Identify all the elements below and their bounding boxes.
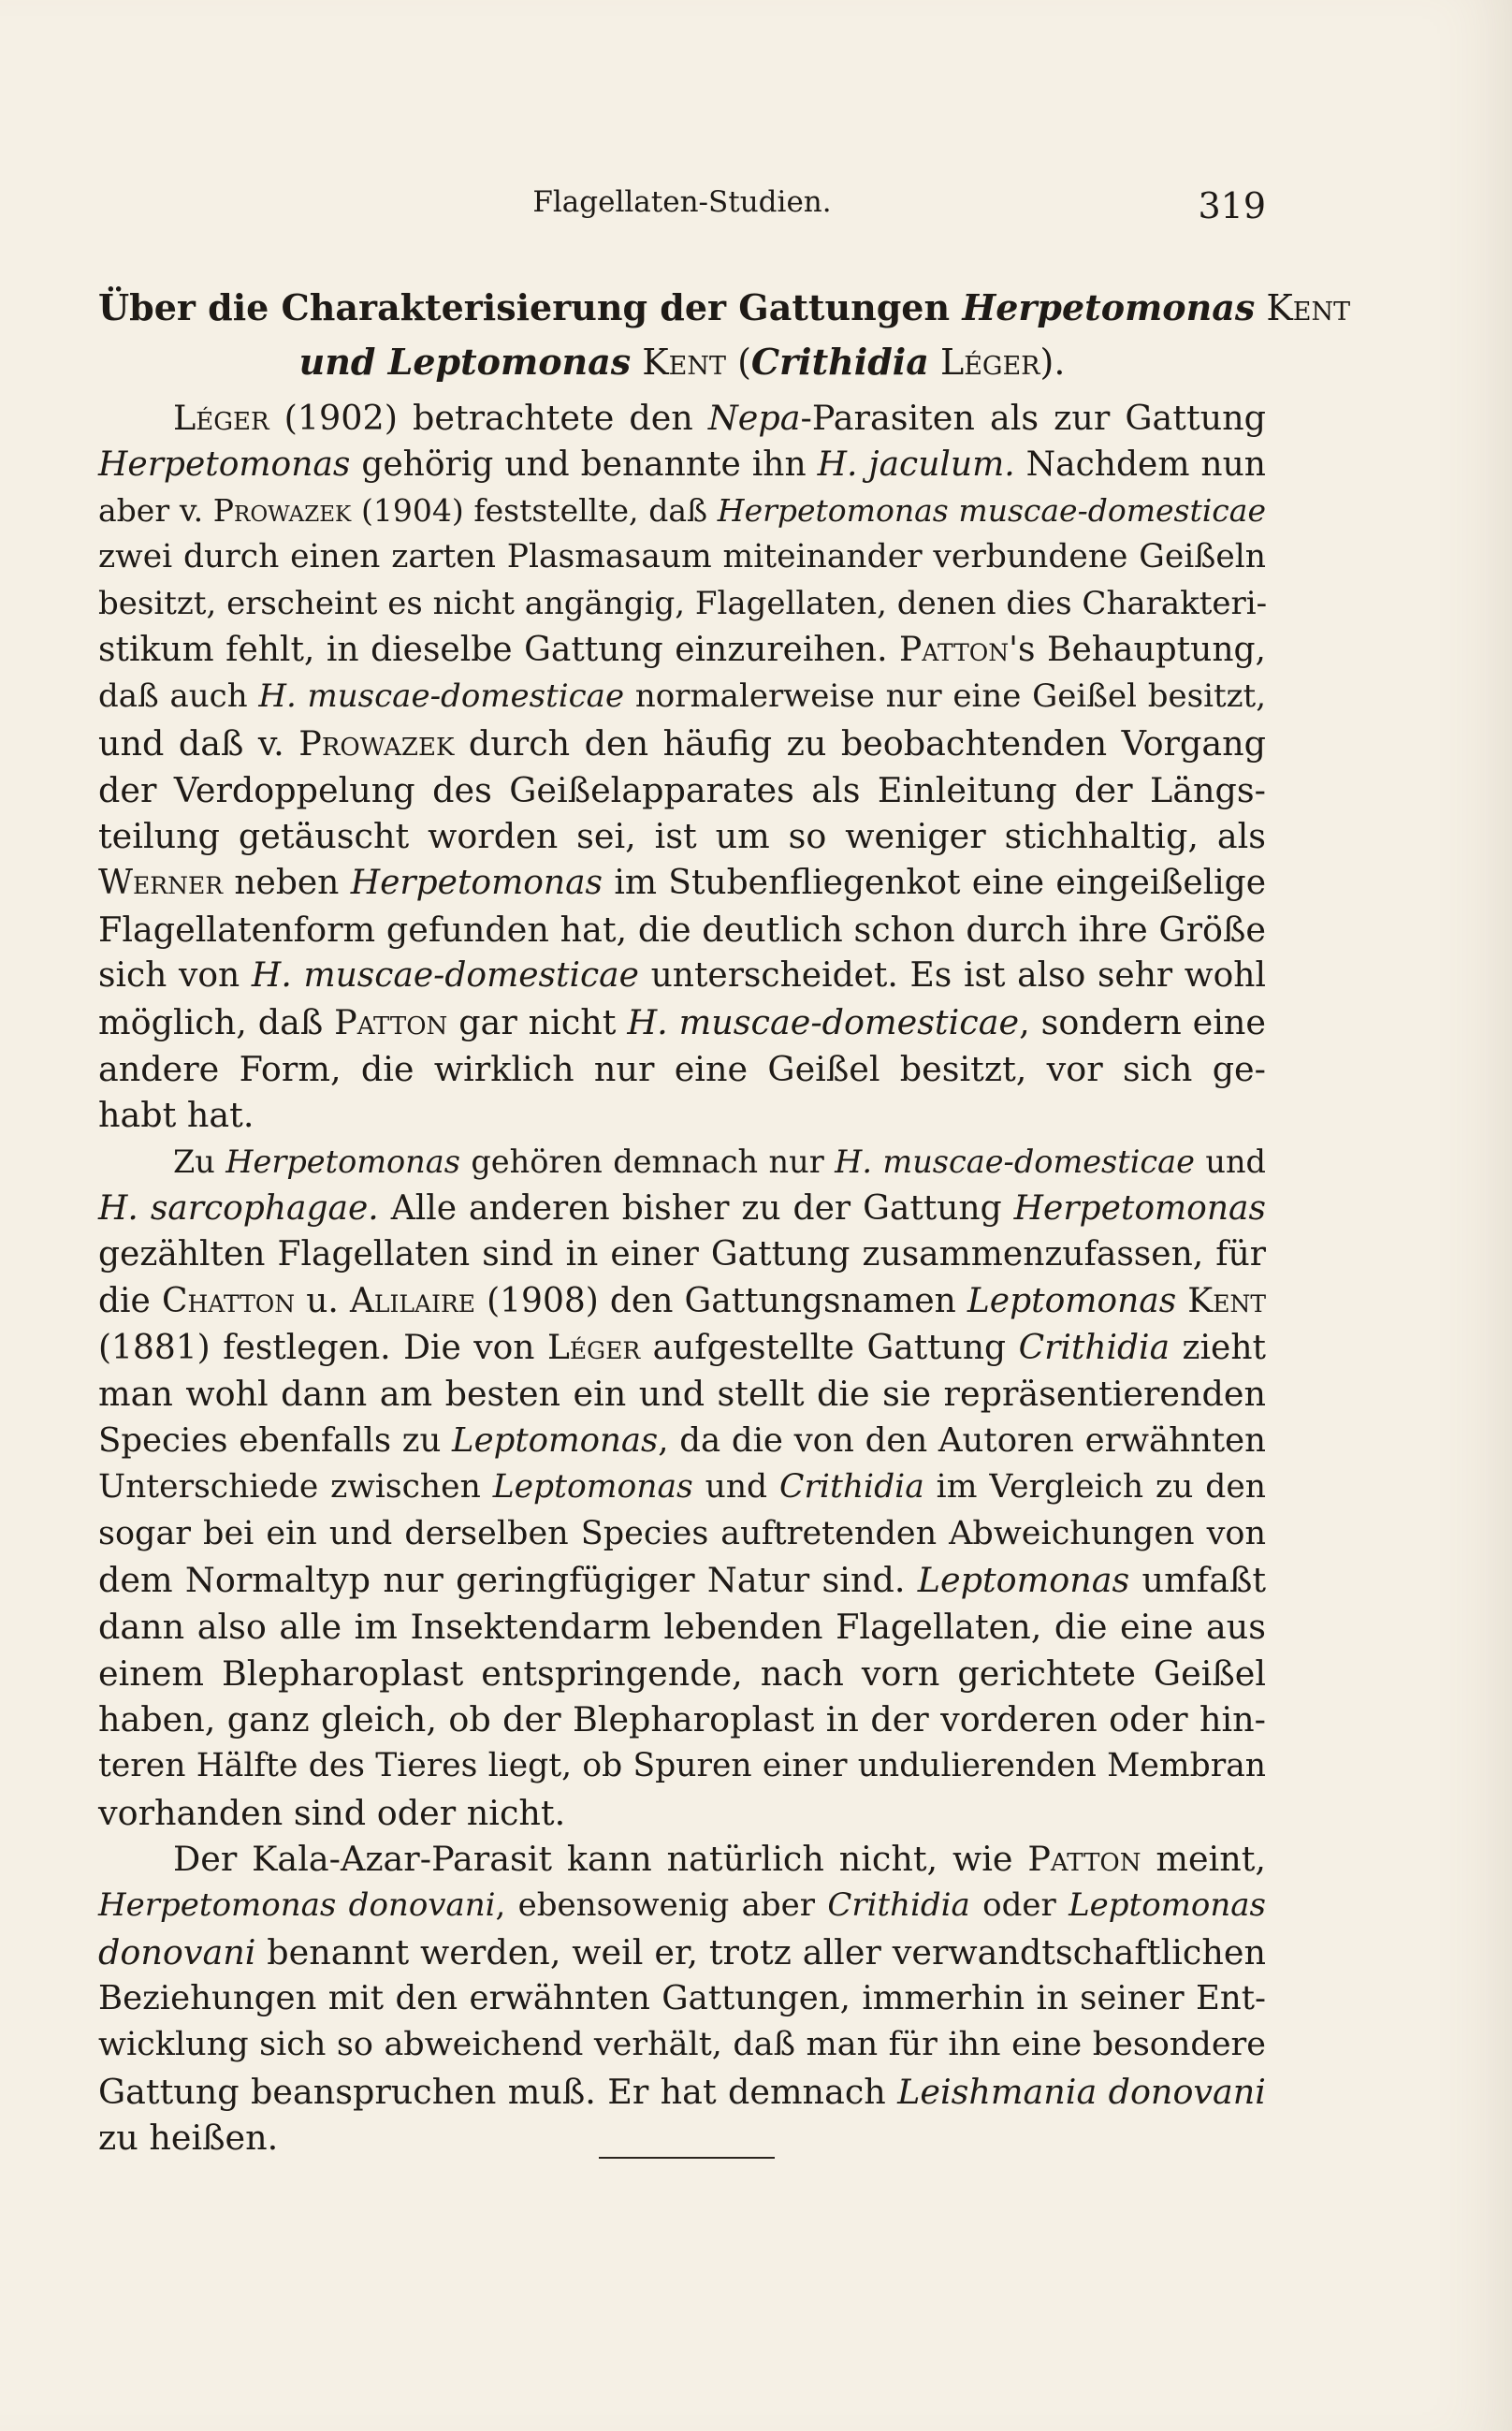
text-line: donovani benannt werden, weil er, trotz aller verwandtschaftlichen bbox=[98, 1931, 1266, 1972]
text-line: sogar bei ein und derselben Species auftretenden Abweichungen von bbox=[98, 1514, 1266, 1552]
text-line: haben, ganz gleich, ob der Blepharoplast in der vorderen oder hin- bbox=[98, 1699, 1266, 1740]
text-line: teren Hälfte des Tieres liegt, ob Spuren einer undulierenden Membran bbox=[98, 1746, 1266, 1784]
heading-line-2: und Leptomonas Kent (Crithidia Léger). bbox=[298, 341, 1066, 383]
text-line: Léger (1902) betrachtete den Nepa-Parasiten als zur Gattung bbox=[173, 398, 1266, 438]
text-line: besitzt, erscheint es nicht angängig, Flagellaten, denen dies Charakteri- bbox=[98, 584, 1268, 622]
text-line: zu heißen. bbox=[98, 2118, 279, 2159]
text-line: man wohl dann am besten ein und stellt die sie repräsentierenden bbox=[98, 1374, 1266, 1415]
text-line: Beziehungen mit den erwähnten Gattungen, immerhin in seiner Ent- bbox=[98, 1979, 1266, 2018]
text-line: dann also alle im Insektendarm lebenden Flagellaten, die eine aus bbox=[98, 1606, 1266, 1647]
text-line: Gattung beanspruchen muß. Er hat demnach Leishmania donovani bbox=[98, 2071, 1266, 2112]
text-line: aber v. Prowazek (1904) feststellte, daß Herpetomonas muscae-domesticae bbox=[98, 492, 1266, 530]
text-line: möglich, daß Patton gar nicht H. muscae-domesticae, sondern eine bbox=[98, 1001, 1266, 1042]
text-line: der Verdoppelung des Geißelapparates als Einleitung der Längs- bbox=[98, 769, 1266, 810]
text-line: daß auch H. muscae-domesticae normalerweise nur eine Geißel besitzt, bbox=[98, 677, 1267, 716]
text-line: sich von H. muscae-domesticae unterscheidet. Es ist also sehr wohl bbox=[98, 956, 1266, 996]
text-line: andere Form, die wirklich nur eine Geißel besitzt, vor sich ge- bbox=[98, 1048, 1266, 1089]
text-line: Der Kala-Azar-Parasit kann natürlich nicht, wie Patton meint, bbox=[173, 1839, 1266, 1880]
text-line: und daß v. Prowazek durch den häufig zu beobachtenden Vorgang bbox=[98, 722, 1267, 764]
text-line: dem Normaltyp nur geringfügiger Natur sind. Leptomonas umfaßt bbox=[98, 1560, 1266, 1601]
section-heading bbox=[98, 281, 1351, 389]
text-line: gezählten Flagellaten sind in einer Gattung zusammenzufassen, für bbox=[98, 1235, 1266, 1274]
text-line: teilung getäuscht worden sei, ist um so weniger stichhaltig, als bbox=[98, 816, 1266, 857]
body-text bbox=[98, 395, 1266, 2162]
text-line: habt hat. bbox=[98, 1095, 254, 1136]
text-line: wicklung sich so abweichend verhält, daß man für ihn eine besondere bbox=[98, 2026, 1266, 2064]
text-line: zwei durch einen zarten Plasmasaum miteinander verbundene Geißeln bbox=[98, 538, 1266, 576]
text-line: Herpetomonas donovani, ebensowenig aber Crithidia oder Leptomonas bbox=[98, 1886, 1266, 1924]
text-line: Species ebenfalls zu Leptomonas, da die von den Autoren erwähnten bbox=[98, 1421, 1266, 1461]
text-line: Zu Herpetomonas gehören demnach nur H. muscae-domesticae und bbox=[173, 1143, 1267, 1180]
text-line: vorhanden sind oder nicht. bbox=[98, 1792, 566, 1833]
page-number: 319 bbox=[1198, 185, 1266, 226]
text-line: Flagellatenform gefunden hat, die deutlich schon durch ihre Größe bbox=[98, 909, 1266, 950]
running-title: Flagellaten-Studien. bbox=[532, 185, 832, 219]
closing-rule bbox=[599, 2157, 775, 2159]
text-line: H. sarcophagae. Alle anderen bisher zu der Gattung Herpetomonas bbox=[98, 1188, 1266, 1228]
text-line: Herpetomonas gehörig und benannte ihn H. jaculum. Nachdem nun bbox=[98, 444, 1266, 484]
text-line: einem Blepharoplast entspringende, nach vorn gerichtete Geißel bbox=[98, 1652, 1266, 1694]
text-line: stikum fehlt, in dieselbe Gattung einzureihen. Patton's Behauptung, bbox=[98, 631, 1266, 670]
text-line: Werner neben Herpetomonas im Stubenfliegenkot eine eingeißelige bbox=[98, 863, 1266, 902]
running-head bbox=[98, 185, 1266, 230]
text-line: die Chatton u. Alilaire (1908) den Gattungsnamen Leptomonas Kent bbox=[98, 1282, 1266, 1321]
heading-line-1: Über die Charakterisierung der Gattungen Herpetomonas Kent bbox=[98, 286, 1351, 328]
text-line: (1881) festlegen. Die von Léger aufgestellte Gattung Crithidia zieht bbox=[98, 1328, 1266, 1367]
text-line: Unterschiede zwischen Leptomonas und Crithidia im Vergleich zu den bbox=[98, 1467, 1266, 1506]
